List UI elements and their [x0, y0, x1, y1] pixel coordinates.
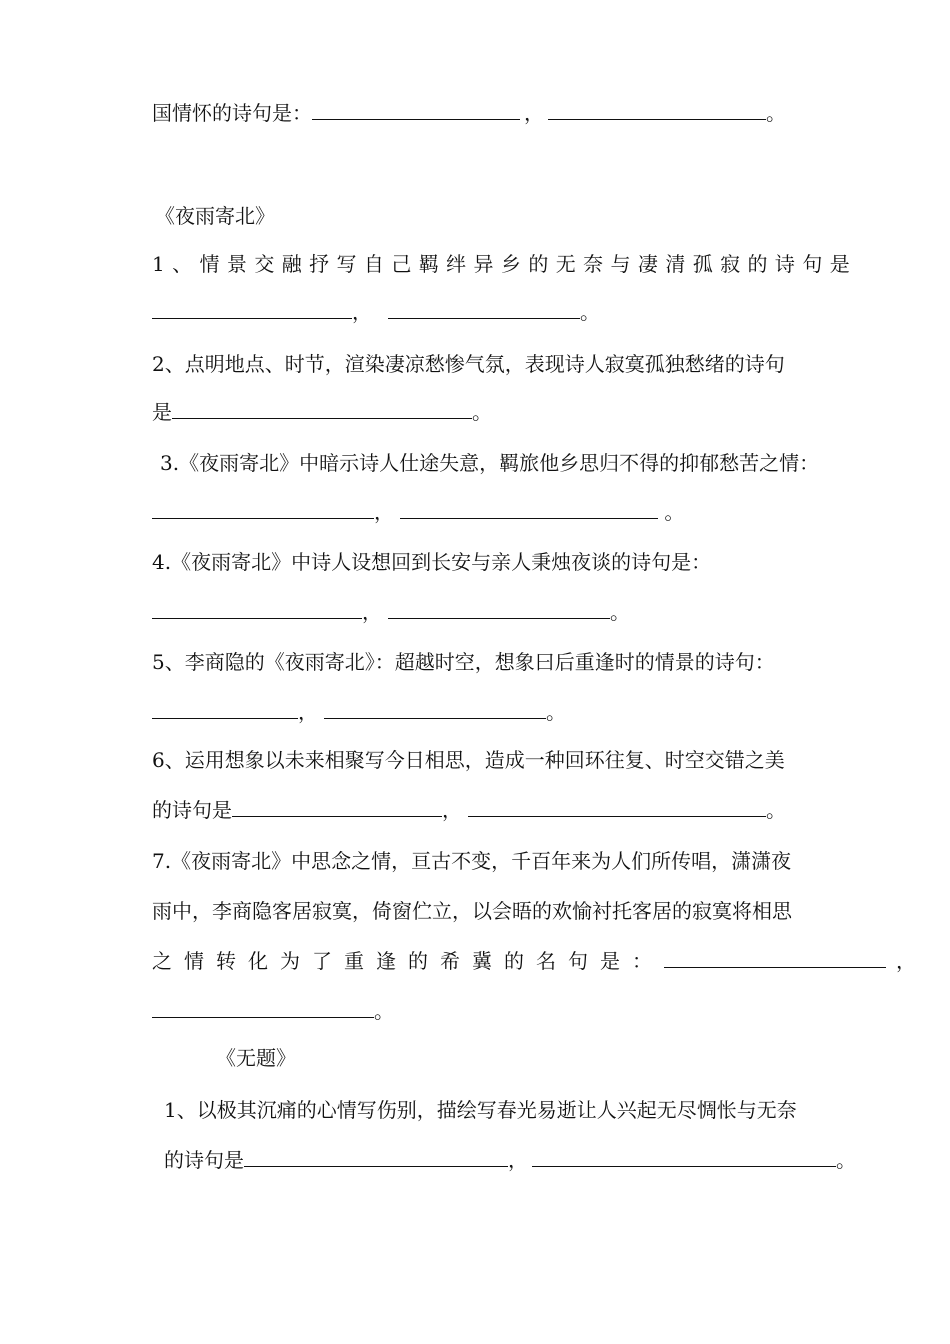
- answer-blank[interactable]: [232, 798, 442, 817]
- question-text: 1、以极其沉痛的心情写伤别，描绘写春光易逝让人兴起无尽惆怅与无奈: [164, 1098, 797, 1122]
- comma: ，: [298, 700, 318, 724]
- comma: ，: [352, 300, 372, 324]
- answer-line: [152, 698, 566, 726]
- answer-blank[interactable]: [400, 500, 658, 519]
- comma: ，: [374, 500, 394, 524]
- answer-blank[interactable]: [152, 500, 374, 519]
- answer-blank[interactable]: [548, 101, 766, 120]
- line-text: 国情怀的诗句是：: [152, 101, 312, 125]
- answer-blank[interactable]: [152, 600, 362, 619]
- answer-line: [152, 398, 492, 426]
- answer-blank[interactable]: [172, 400, 472, 419]
- period: 。: [766, 101, 786, 125]
- line-text: 的诗句是: [164, 1148, 244, 1172]
- answer-blank[interactable]: [388, 300, 580, 319]
- section-heading: 《夜雨寄北》: [155, 204, 275, 228]
- text-line: [152, 99, 786, 127]
- question-text: 1、情景交融抒写自己羁绊异乡的无奈与凄清孤寂的诗句是: [152, 252, 858, 276]
- period: 。: [658, 500, 685, 524]
- answer-blank[interactable]: [312, 101, 520, 120]
- question-text: 7.《夜雨寄北》中思念之情，亘古不变，千百年来为人们所传唱，潇潇夜: [152, 849, 792, 873]
- section-heading: 《无题》: [216, 1046, 296, 1070]
- line-text: 之情转化为了重逢的希冀的名句是：: [152, 949, 664, 973]
- question-text: 雨中，李商隐客居寂寞，倚窗伫立，以会晤的欢愉衬托客居的寂寞将相思: [152, 899, 792, 923]
- period: 。: [580, 300, 600, 324]
- answer-blank[interactable]: [664, 949, 886, 968]
- answer-blank[interactable]: [468, 798, 766, 817]
- line-text: 是: [152, 400, 172, 424]
- period: 。: [472, 400, 492, 424]
- period: 。: [546, 700, 566, 724]
- answer-blank[interactable]: [388, 600, 610, 619]
- comma: ，: [442, 798, 462, 822]
- answer-line: [152, 796, 786, 824]
- period: 。: [766, 798, 786, 822]
- answer-blank[interactable]: [152, 300, 352, 319]
- answer-line: [152, 598, 630, 626]
- question-text: 4.《夜雨寄北》中诗人设想回到长安与亲人秉烛夜谈的诗句是：: [152, 550, 712, 574]
- comma: ，: [508, 1148, 528, 1172]
- period: 。: [836, 1148, 856, 1172]
- answer-blank[interactable]: [532, 1148, 836, 1167]
- question-text: 6、运用想象以未来相聚写今日相思，造成一种回环往复、时空交错之美: [152, 748, 785, 772]
- answer-line: [152, 498, 684, 526]
- answer-line: [164, 1146, 856, 1174]
- answer-blank[interactable]: [244, 1148, 508, 1167]
- question-text: 3.《夜雨寄北》中暗示诗人仕途失意，羁旅他乡思归不得的抑郁愁苦之情：: [160, 451, 820, 475]
- period: 。: [374, 999, 394, 1023]
- comma: ，: [896, 949, 916, 973]
- answer-blank[interactable]: [152, 999, 374, 1018]
- answer-blank[interactable]: [324, 700, 546, 719]
- comma: ，: [362, 600, 382, 624]
- answer-line: [152, 997, 394, 1025]
- comma: ，: [524, 101, 544, 125]
- answer-blank[interactable]: [152, 700, 298, 719]
- question-text: 5、李商隐的《夜雨寄北》：超越时空，想象曰后重逢时的情景的诗句：: [152, 650, 775, 674]
- question-text: 2、点明地点、时节，渲染凄凉愁惨气氛，表现诗人寂寞孤独愁绪的诗句: [152, 352, 785, 376]
- answer-line: [152, 947, 916, 975]
- answer-line: [152, 298, 600, 326]
- period: 。: [610, 600, 630, 624]
- line-text: 的诗句是: [152, 798, 232, 822]
